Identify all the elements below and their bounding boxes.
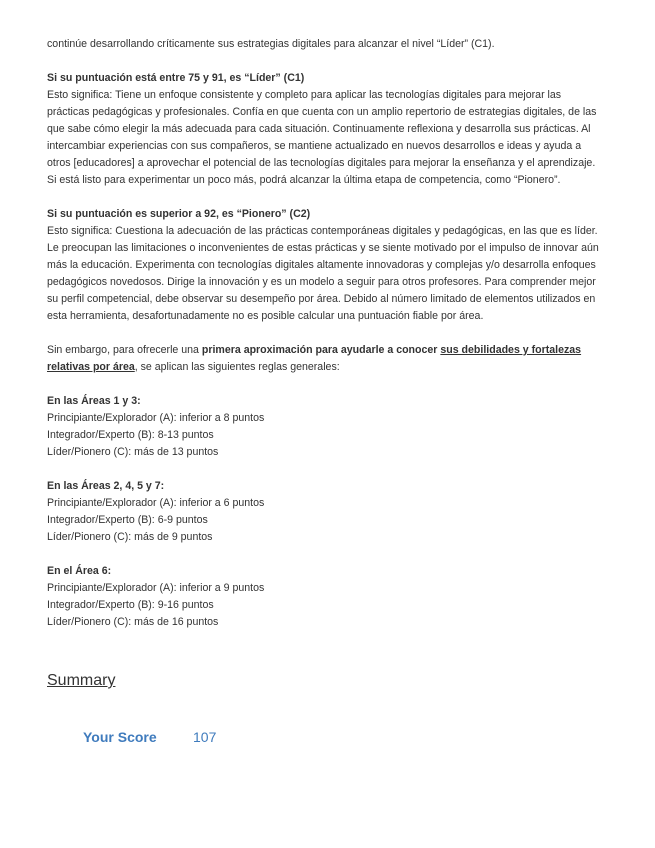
lider-line: Si está listo para experimentar un poco más, podrá alcanzar la última etapa de competencia, como “Pionero”. (47, 174, 561, 186)
area-rule: Integrador/Experto (B): 9-16 puntos (47, 599, 214, 611)
rules-intro-pre: Sin embargo, para ofrecerle una (47, 344, 202, 356)
intro-line: continúe desarrollando críticamente sus estrategias digitales para alcanzar el nivel “Líder” (C1). (47, 38, 495, 50)
area-rule: Integrador/Experto (B): 6-9 puntos (47, 514, 208, 526)
score-label: Your Score (83, 729, 157, 745)
document-body (47, 36, 607, 631)
rules-intro-underline-1: sus debilidades y fortalezas (440, 344, 582, 356)
lider-line: intercambiar experiencias con sus compañeros, se mantiene actualizado en nuevos desarrollos e ideas y ayuda a (47, 140, 582, 152)
area-rule: Principiante/Explorador (A): inferior a 9 puntos (47, 582, 265, 594)
rules-intro-underline-2: relativas por área (47, 361, 135, 373)
area-rule: Integrador/Experto (B): 8-13 puntos (47, 429, 214, 441)
pionero-line: Le preocupan las limitaciones o inconvenientes de estas prácticas y se siente motivado por el impulso de innovar aún (47, 242, 599, 254)
lider-line: Esto significa: Tiene un enfoque consistente y completo para aplicar las tecnologías digitales para mejorar las (47, 89, 562, 101)
rules-intro-post: , se aplican las siguientes reglas generales: (134, 361, 340, 373)
lider-line: que sabe cómo elegir la más adecuada para cada situación. Continuamente reflexiona y desarrolla sus prácticas. Al (47, 123, 591, 135)
pionero-line: pedagógicos novedosos. Dirige la innovación y es un modelo a seguir para otros profesores. Para comprender mejor (47, 276, 596, 288)
score-value: 107 (193, 729, 217, 745)
pionero-line: Esto significa: Cuestiona la adecuación de las prácticas contemporáneas digitales y pedagógicas, en las que es líder. (47, 225, 598, 237)
rules-intro-line-1 (47, 342, 607, 359)
area-heading: En las Áreas 2, 4, 5 y 7: (47, 480, 165, 492)
summary-heading: Summary (47, 672, 116, 689)
area-rule: Principiante/Explorador (A): inferior a 8 puntos (47, 412, 265, 424)
lider-heading: Si su puntuación está entre 75 y 91, es “Líder” (C1) (47, 72, 305, 84)
pionero-heading: Si su puntuación es superior a 92, es “Pionero” (C2) (47, 208, 311, 220)
pionero-line: su perfil competencial, debe observar su desempeño por área. Debido al número limitado de elementos utilizados en (47, 293, 596, 305)
pionero-line: más la educación. Experimenta con tecnologías digitales altamente innovadoras y complejas y/o desarrolla enfoques (47, 259, 596, 271)
area-heading: En las Áreas 1 y 3: (47, 395, 141, 407)
area-rule: Líder/Pionero (C): más de 13 puntos (47, 446, 219, 458)
rules-intro-line-2 (47, 359, 607, 376)
pionero-line: esta herramienta, desafortunadamente no es posible calcular una puntuación fiable por área. (47, 310, 484, 322)
area-rule: Líder/Pionero (C): más de 16 puntos (47, 616, 219, 628)
area-rule: Principiante/Explorador (A): inferior a 6 puntos (47, 497, 265, 509)
lider-line: prácticas pedagógicas y profesionales. Confía en que cuenta con un amplio repertorio de estrategias digitales, de las (47, 106, 597, 118)
area-rule: Líder/Pionero (C): más de 9 puntos (47, 531, 213, 543)
rules-intro-bold: primera aproximación para ayudarle a conocer (201, 344, 441, 356)
lider-line: otros [educadores] a aprovechar el potencial de las tecnologías digitales para mejorar la enseñanza y el aprendizaje. (47, 157, 596, 169)
area-heading: En el Área 6: (47, 565, 112, 577)
